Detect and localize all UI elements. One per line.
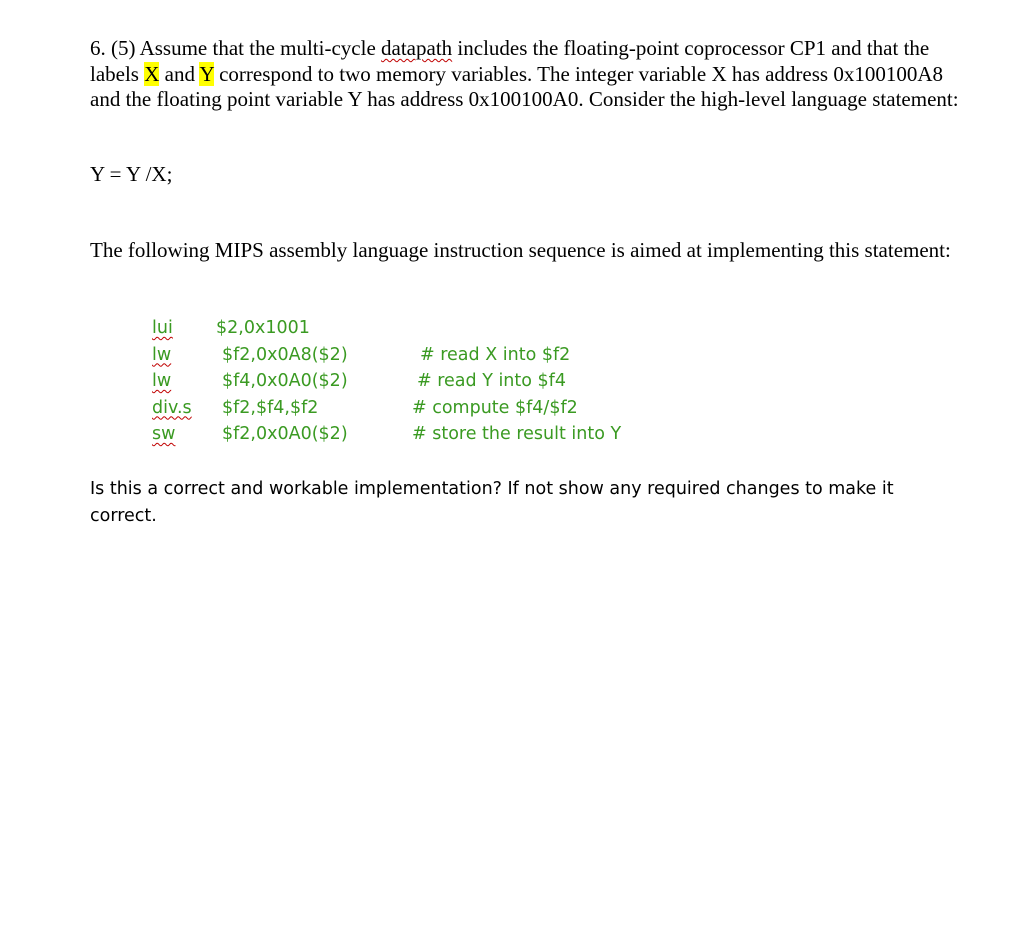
code-opcode: sw	[152, 424, 176, 444]
code-comment: # read Y into $f4	[417, 371, 566, 391]
code-operands: $2,0x1001	[216, 318, 310, 338]
highlighted-label-y: Y	[199, 61, 214, 86]
code-opcode: lui	[152, 318, 173, 338]
code-operands: $f2,$f4,$f2	[222, 397, 319, 418]
highlighted-label-x: X	[144, 61, 160, 86]
code-comment: # store the result into Y	[412, 424, 622, 444]
code-comment: # compute $f4/$f2	[412, 397, 578, 418]
code-opcode: div.s	[152, 397, 192, 418]
high-level-statement: Y = Y /X;	[90, 162, 173, 186]
code-opcode: lw	[152, 344, 172, 365]
code-operands: $f2,0x0A0($2)	[222, 424, 348, 444]
spellcheck-word-datapath: datapath	[381, 36, 453, 60]
question-paragraph	[90, 36, 960, 113]
question-text	[90, 36, 960, 113]
question-part-3: and	[159, 61, 200, 86]
code-opcode: lw	[152, 371, 172, 391]
question-part-2: includes the floating-point coprocessor CP1 and that the labels	[90, 36, 930, 86]
code-operands: $f2,0x0A8($2)	[222, 344, 348, 365]
followup-question: Is this a correct and workable implementation? If not show any required changes to make it correct.	[90, 479, 894, 526]
code-comment: # read X into $f2	[420, 344, 571, 365]
intro-text: The following MIPS assembly language instruction sequence is aimed at implementing this statement:	[90, 238, 951, 262]
question-part-1: 6. (5) Assume that the multi-cycle	[90, 36, 382, 60]
question-part-4: correspond to two memory variables. The integer variable X has address 0x100100A8 and the floating point variable Y has address 0x100100A0. Consider the high-level language statement:	[90, 61, 959, 111]
code-operands: $f4,0x0A0($2)	[222, 371, 348, 391]
